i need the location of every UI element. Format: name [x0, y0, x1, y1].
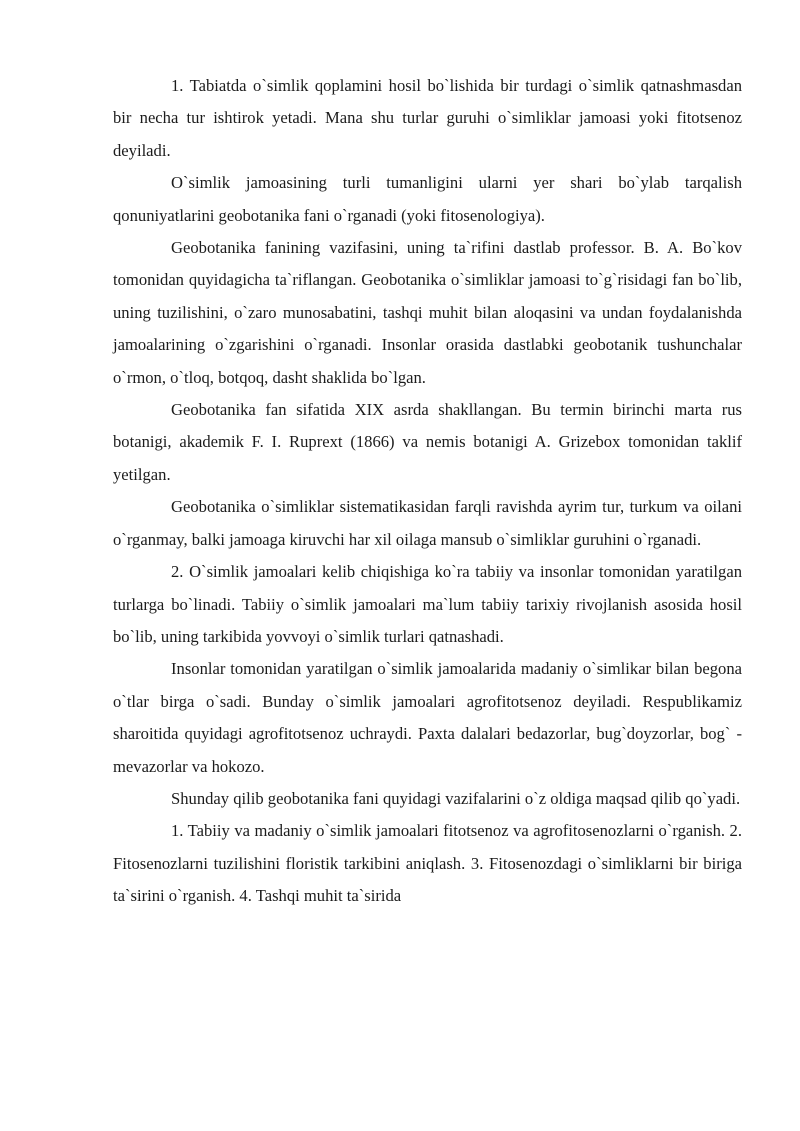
paragraph-5: Geobotanika o`simliklar sistematikasidan farqli ravishda ayrim tur, turkum va oilani o`rganmay, balki jamoaga kiruvchi har xil oilaga mansub o`simliklar guruhini o`rganadi.: [113, 497, 742, 549]
paragraph-6: 2. O`simlik jamoalari kelib chiqishiga ko`ra tabiiy va insonlar tomonidan yaratilgan turlarga bo`linadi. Tabiiy o`simlik jamoalari ma`lum tabiiy tarixiy rivojlanish asosida hosil bo`lib, uning tarkibida yovvoyi o`simlik turlari qatnashadi.: [113, 562, 742, 646]
paragraph-3: Geobotanika fanining vazifasini, uning ta`rifini dastlab professor. B. A. Bo`kov tomonidan quyidagicha ta`riflangan. Geobotanika o`simliklar jamoasi to`g`risidagi fan bo`lib, uning tuzilishini, o`zaro munosabatini, tashqi muhit bilan aloqasini va undan foydalanishda jamoalarining o`zgarishini o`rganadi. Insonlar orasida dastlabki geobotanik tushunchalar o`rmon, o`tloq, botqoq, dasht shaklida bo`lgan.: [113, 238, 742, 387]
paragraph-7: Insonlar tomonidan yaratilgan o`simlik jamoalarida madaniy o`simlikar bilan begona o`tlar birga o`sadi. Bunday o`simlik jamoalari agrofitotsenoz deyiladi. Respublikamiz sharoitida quyidagi agrofitotsenoz uchraydi. Paxta dalalari bedazorlar, bug`doyzorlar, bog` - mevazorlar va hokozo.: [113, 659, 742, 776]
paragraph-8: Shunday qilib geobotanika fani quyidagi vazifalarini o`z oldiga maqsad qilib qo`yadi.: [171, 788, 741, 808]
paragraph-4: Geobotanika fan sifatida XIX asrda shakllangan. Bu termin birinchi marta rus botanigi, akademik F. I. Ruprext (1866) va nemis botanigi A. Grizebox tomonidan taklif yetilgan.: [113, 400, 742, 484]
paragraph-9: 1. Tabiiy va madaniy o`simlik jamoalari fitotsenoz va agrofitosenozlarni o`rganish. 2. Fitosenozlarni tuzilishini floristik tarkibini aniqlash. 3. Fitosenozdagi o`simliklarni bir biriga ta`sirini o`rganish. 4. Tashqi muhit ta`sirida: [113, 821, 742, 906]
paragraph-1: 1. Tabiatda o`simlik qoplamini hosil bo`lishida bir turdagi o`simlik qatnashmasdan bir necha tur ishtirok yetadi. Mana shu turlar guruhi o`simliklar jamoasi yoki fitotsenoz deyiladi.: [113, 76, 742, 160]
document-page: [113, 70, 742, 913]
paragraph-2: O`simlik jamoasining turli tumanligini ularni yer shari bo`ylab tarqalish qonuniyatlarini geobotanika fani o`rganadi (yoki fitosenologiya).: [113, 173, 742, 225]
